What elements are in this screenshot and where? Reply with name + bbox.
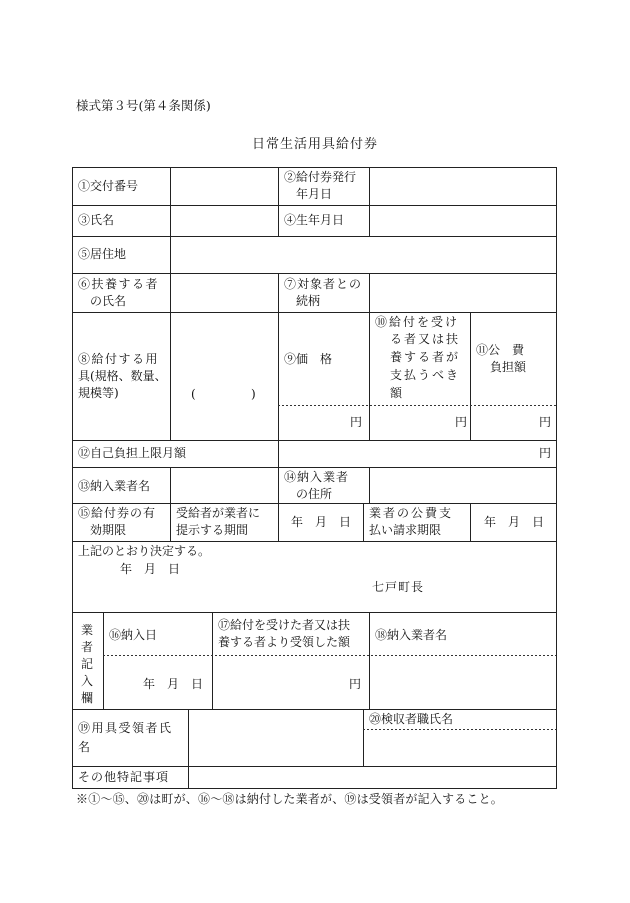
label-vendor-name: ⑬納入業者名 (78, 479, 151, 493)
vendor-side-label-2: 者 (81, 640, 94, 654)
label-public-burden-1: ⑪公 費 (476, 343, 525, 357)
ymd-present: 年 月 日 (291, 515, 352, 529)
label-issue-date-2: 年月日 (296, 187, 333, 201)
label-claim-limit-2: 払い請求期限 (369, 523, 442, 537)
ymd-claim: 年 月 日 (484, 515, 545, 529)
label-issue-number: ①交付番号 (78, 179, 139, 193)
label-equipment-2: 具(規格、数量、 (78, 369, 167, 383)
label-monthly-limit: ⑫自己負担上限月額 (78, 446, 187, 460)
label-supporter-name-1: ⑥扶養する者 (78, 277, 160, 291)
paren-close: ) (251, 387, 256, 401)
yen-received: 円 (349, 677, 362, 691)
label-copay-3: 養する者が (390, 350, 461, 364)
label-name: ③氏名 (78, 213, 115, 227)
label-equipment-1: ⑧給付する用 (78, 352, 160, 366)
label-issue-date-1: ②給付券発行 (284, 170, 357, 184)
label-copay-2: る者又は扶 (390, 332, 461, 346)
ymd-delivery: 年 月 日 (143, 677, 204, 691)
label-present-period-1: 受給者が業者に (176, 506, 261, 520)
label-received-amount-1: ⑰給付を受けた者又は扶 (218, 618, 351, 632)
label-vendor-address-2: の住所 (296, 487, 333, 501)
label-price: ⑨価 格 (284, 352, 333, 366)
form-title: 日常生活用具給付券 (251, 137, 378, 152)
label-other-notes: その他特記事項 (78, 770, 170, 784)
label-receiver-name-2: 名 (78, 740, 91, 754)
label-vendor-address-1: ⑭納入業者 (284, 470, 350, 484)
vendor-side-label-1: 業 (81, 623, 94, 637)
label-supporter-name-2: の氏名 (90, 294, 127, 308)
label-receiver-name-1: ⑲用具受領者氏 (78, 721, 173, 735)
yen-monthly-limit: 円 (539, 446, 552, 460)
label-equipment-3: 規模等) (78, 386, 119, 400)
label-address: ⑤居住地 (78, 247, 127, 261)
label-validity-2: 効期限 (90, 523, 127, 537)
label-public-burden-2: 負担額 (490, 360, 527, 374)
footnote: ※①～⑮、⑳は町が、⑯～⑱は納付した業者が、⑲は受領者が記入すること。 (76, 792, 504, 806)
form-number: 様式第３号(第４条関係) (76, 98, 211, 113)
yen-copay: 円 (455, 415, 468, 429)
label-received-amount-2: 養する者より受領した額 (218, 635, 351, 649)
label-vendor-name-2: ⑱納入業者名 (375, 628, 448, 642)
vendor-side-label-3: 記 (81, 657, 94, 671)
decision-date: 年 月 日 (120, 562, 181, 576)
label-relationship-2: 続柄 (296, 294, 321, 308)
label-copay-5: 額 (390, 386, 403, 400)
decision-text: 上記のとおり決定する。 (78, 544, 211, 558)
label-claim-limit-1: 業者の公費支 (369, 506, 454, 520)
label-copay-4: 支払うべき (390, 368, 461, 382)
vendor-side-label-5: 欄 (81, 691, 94, 705)
yen-price: 円 (350, 415, 363, 429)
yen-public: 円 (539, 415, 552, 429)
mayor-title: 七戸町長 (372, 580, 425, 594)
label-relationship-1: ⑦対象者との (284, 277, 363, 291)
label-present-period-2: 提示する期間 (176, 523, 249, 537)
label-validity-1: ⑮給付券の有 (78, 506, 157, 520)
vendor-side-label-4: 入 (81, 674, 94, 688)
paren-open: ( (191, 387, 196, 401)
label-birthdate: ④生年月日 (284, 213, 345, 227)
label-copay-1: ⑩給付を受け (375, 315, 460, 329)
label-delivery-date: ⑯納入日 (109, 628, 158, 642)
label-inspector-name: ⑳検収者職氏名 (369, 712, 454, 726)
